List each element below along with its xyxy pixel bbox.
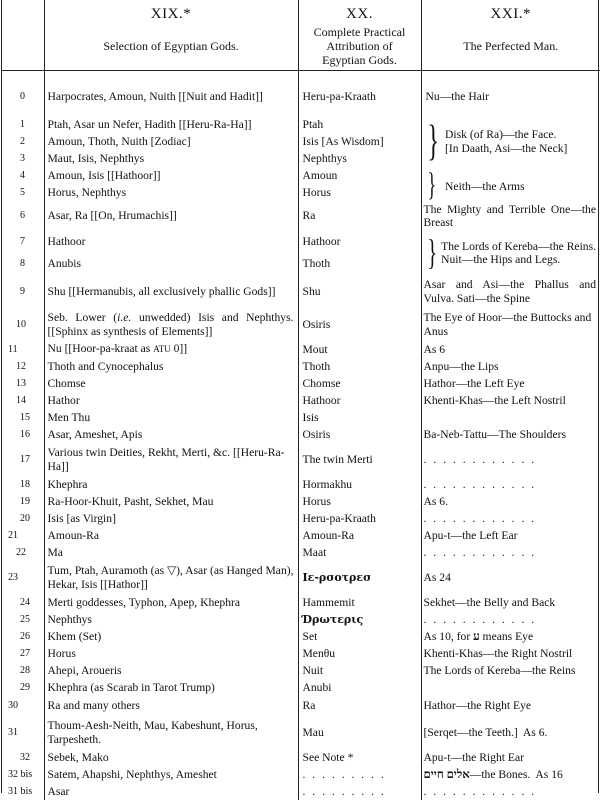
row-key: 28 (2, 662, 44, 679)
table-row (2, 167, 600, 184)
gods-cell: Ahepi, Aroueris (44, 662, 298, 679)
man-cell: Asar and Asi—the Phallus and Vulva. Sati—the Spine (421, 275, 600, 308)
brace-icon: } (428, 166, 437, 202)
attribution-cell: Ιε-ρσοτρεσ (298, 561, 421, 594)
table-row (2, 392, 600, 409)
man-cell: Apu-t—the Left Ear (421, 527, 600, 544)
man-text: means Eye (480, 630, 533, 643)
table-row (2, 527, 600, 544)
attribution-cell: Heru-pa-Kraath (298, 78, 421, 116)
table-row (2, 443, 600, 476)
attribution-cell: Amoun-Ra (298, 527, 421, 544)
row-key: 32 (2, 749, 44, 766)
table-row (2, 116, 600, 133)
header-key (2, 0, 44, 70)
man-group-4-text: The Lords of Kereba—the Reins. Nuit—the Hips and Legs. (441, 240, 596, 267)
row-key: 8 (2, 253, 44, 275)
gods-text: ), Asar (as Hanged Man), Hekar, Isis [[Hathor]] (48, 564, 294, 591)
man-text: —the Bones. As 16 (470, 768, 563, 781)
gods-smallcaps: ATU (153, 344, 171, 354)
hebrew-text: אלים חיים (424, 768, 470, 781)
table-row (2, 201, 600, 231)
row-key: 5 (2, 184, 44, 201)
attribution-cell: See Note * (298, 749, 421, 766)
attribution-cell: Set (298, 628, 421, 645)
attribution-cell: Ptah (298, 116, 421, 133)
man-cell (421, 409, 600, 426)
table-row (2, 78, 600, 116)
man-cell (421, 679, 600, 696)
man-text: As 10, for (424, 630, 474, 643)
man-cell: As 6. (421, 493, 600, 510)
man-group-1 (421, 116, 600, 167)
row-key: 24 (2, 594, 44, 611)
table-row (2, 544, 600, 561)
attribution-cell: . . . . . . . . . (298, 766, 421, 783)
table-row (2, 783, 600, 800)
attribution-cell: Shu (298, 275, 421, 308)
gods-cell: Nephthys (44, 611, 298, 628)
gods-cell: Ptah, Asar un Nefer, Hadith [[Heru-Ra-Ha]] (44, 116, 298, 133)
row-key: 32 bis (2, 766, 44, 783)
table-row (2, 766, 600, 783)
row-key: 6 (2, 201, 44, 231)
gods-cell: Amoun, Thoth, Nuith [Zodiac] (44, 133, 298, 150)
row-key: 3 (2, 150, 44, 167)
row-key: 29 (2, 679, 44, 696)
table-row (2, 594, 600, 611)
attribution-cell: Heru-pa-Kraath (298, 510, 421, 527)
man-cell (421, 628, 600, 645)
man-cell: The Lords of Kereba—the Reins (421, 662, 600, 679)
man-cell: Hathor—the Right Eye (421, 696, 600, 716)
row-key: 18 (2, 476, 44, 493)
header-row (2, 0, 600, 70)
gods-cell: Ra and many others (44, 696, 298, 716)
gods-cell: Hathor (44, 392, 298, 409)
attribution-cell: Hathoor (298, 231, 421, 253)
attribution-cell: Mout (298, 341, 421, 358)
table-row (2, 375, 600, 392)
header-col20 (298, 0, 421, 70)
col21-title: The Perfected Man. (422, 39, 600, 53)
page (1, 0, 599, 793)
attribution-cell: Horus (298, 184, 421, 201)
row-key: 0 (2, 78, 44, 116)
gods-cell: Amoun, Isis [[Hathoor]] (44, 167, 298, 184)
man-cell: . . . . . . . . . . . . (421, 611, 600, 628)
row-key: 20 (2, 510, 44, 527)
gods-cell: Men Thu (44, 409, 298, 426)
man-cell: Khenti-Khas—the Left Nostril (421, 392, 600, 409)
gods-cell: Thoth and Cynocephalus (44, 358, 298, 375)
attribution-cell: Chomse (298, 375, 421, 392)
attribution-cell: Thoth (298, 358, 421, 375)
col19-number: XIX.* (45, 6, 298, 23)
gods-text: 0]] (171, 342, 187, 355)
man-cell: Khenti-Khas—the Right Nostril (421, 645, 600, 662)
gods-cell: Shu [[Hermanubis, all exclusively phallic Gods]] (44, 275, 298, 308)
attribution-cell: Anubi (298, 679, 421, 696)
header-col21 (421, 0, 600, 70)
gods-cell: Khephra (44, 476, 298, 493)
man-cell: As 24 (421, 561, 600, 594)
brace-icon: } (428, 235, 438, 271)
col19-title: Selection of Egyptian Gods. (45, 39, 298, 53)
man-cell: [Serqet—the Teeth.] As 6. (421, 716, 600, 749)
attribution-cell: Ra (298, 696, 421, 716)
gods-cell (44, 341, 298, 358)
gods-cell: Satem, Ahapshi, Nephthys, Ameshet (44, 766, 298, 783)
gods-cell: Chomse (44, 375, 298, 392)
gods-cell (44, 561, 298, 594)
table-row (2, 476, 600, 493)
row-key: 26 (2, 628, 44, 645)
gods-cell: Khem (Set) (44, 628, 298, 645)
col21-number: XXI.* (422, 6, 600, 23)
row-key: 17 (2, 443, 44, 476)
attribution-cell: Mau (298, 716, 421, 749)
man-cell: As 6 (421, 341, 600, 358)
man-cell: Sekhet—the Belly and Back (421, 594, 600, 611)
man-cell: . . . . . . . . . . . . (421, 443, 600, 476)
hebrew-letter: ע (473, 630, 480, 643)
man-cell: Nu—the Hair (421, 78, 600, 116)
table-row (2, 493, 600, 510)
gods-cell: Ra-Hoor-Khuit, Pasht, Sekhet, Mau (44, 493, 298, 510)
man-cell: . . . . . . . . . . . . (421, 510, 600, 527)
row-key: 23 (2, 561, 44, 594)
attribution-cell: Isis [As Wisdom] (298, 133, 421, 150)
gods-cell: Harpocrates, Amoun, Nuith [[Nuit and Hadit]] (44, 78, 298, 116)
table-row (2, 358, 600, 375)
gods-cell: Merti goddesses, Typhon, Apep, Khephra (44, 594, 298, 611)
row-key: 7 (2, 231, 44, 253)
gods-cell: Ma (44, 544, 298, 561)
table-row (2, 662, 600, 679)
man-cell (421, 766, 600, 783)
man-cell: Hathor—the Left Eye (421, 375, 600, 392)
gods-text: Seb. Lower ( (48, 311, 118, 324)
table-row (2, 409, 600, 426)
attribution-cell: The twin Merti (298, 443, 421, 476)
table-row (2, 275, 600, 308)
attribution-cell: Hammemit (298, 594, 421, 611)
gods-text: unwedded) Isis and Nephthys. [[Sphinx as synthesis of Elements]] (48, 311, 294, 338)
attribution-cell: Maat (298, 544, 421, 561)
table-row (2, 628, 600, 645)
table-row (2, 696, 600, 716)
row-key: 4 (2, 167, 44, 184)
row-key: 12 (2, 358, 44, 375)
col20-title-line1: Complete Practical (299, 25, 421, 39)
attribution-cell: Hormakhu (298, 476, 421, 493)
row-key: 2 (2, 133, 44, 150)
row-key: 31 (2, 716, 44, 749)
attribution-cell: Amoun (298, 167, 421, 184)
col20-title-line2: Attribution of (299, 39, 421, 53)
row-key: 16 (2, 426, 44, 443)
gods-cell: Amoun-Ra (44, 527, 298, 544)
gods-cell: Various twin Deities, Rekht, Merti, &c. [[Heru-Ra-Ha]] (44, 443, 298, 476)
table-row (2, 749, 600, 766)
gods-cell: Isis [as Virgin] (44, 510, 298, 527)
man-cell: The Eye of Hoor—the Buttocks and Anus (421, 308, 600, 341)
gods-cell (44, 308, 298, 341)
table-row (2, 426, 600, 443)
row-key: 1 (2, 116, 44, 133)
table-row (2, 231, 600, 253)
attribution-cell: Nuit (298, 662, 421, 679)
row-key: 22 (2, 544, 44, 561)
man-cell: . . . . . . . . . . . . (421, 783, 600, 800)
row-key: 21 (2, 527, 44, 544)
man-cell: Anpu—the Lips (421, 358, 600, 375)
gods-cell: Horus, Nephthys (44, 184, 298, 201)
table-row (2, 645, 600, 662)
attribution-cell: Horus (298, 493, 421, 510)
row-key: 30 (2, 696, 44, 716)
gods-cell: Maut, Isis, Nephthys (44, 150, 298, 167)
attribution-cell: Thoth (298, 253, 421, 275)
attribution-cell: . . . . . . . . . (298, 783, 421, 800)
attribution-cell: Hathoor (298, 392, 421, 409)
row-key: 31 bis (2, 783, 44, 800)
man-group-3: The Mighty and Terrible One—the Breast (421, 201, 600, 231)
row-key: 19 (2, 493, 44, 510)
table-row (2, 679, 600, 696)
table-row (2, 561, 600, 594)
gods-cell: Thoum-Aesh-Neith, Mau, Kabeshunt, Horus, Tarpesheth. (44, 716, 298, 749)
table-row (2, 716, 600, 749)
man-group-4 (421, 231, 600, 275)
attribution-cell: Isis (298, 409, 421, 426)
gods-text: Tum, Ptah, Auramoth (as (48, 564, 168, 577)
row-key: 25 (2, 611, 44, 628)
table-row (2, 510, 600, 527)
gods-text: Nu [[Hoor-pa-kraat as (48, 342, 154, 355)
gods-cell: Anubis (44, 253, 298, 275)
header-col19 (44, 0, 298, 70)
row-key: 27 (2, 645, 44, 662)
row-key: 14 (2, 392, 44, 409)
gods-cell: Hathoor (44, 231, 298, 253)
table-row (2, 611, 600, 628)
man-cell: . . . . . . . . . . . . (421, 544, 600, 561)
man-group-1-line1: Disk (of Ra)—the Face. (445, 128, 567, 142)
man-cell: . . . . . . . . . . . . (421, 476, 600, 493)
col20-title-line3: Egyptian Gods. (299, 53, 421, 67)
attribution-cell: Menθu (298, 645, 421, 662)
correspondence-table (2, 0, 600, 800)
attribution-cell: Ra (298, 201, 421, 231)
gods-cell: Horus (44, 645, 298, 662)
man-group-2-text: Neith—the Arms (445, 180, 525, 193)
gods-cell: Asar (44, 783, 298, 800)
attribution-cell: Osiris (298, 426, 421, 443)
gods-cell: Khephra (as Scarab in Tarot Trump) (44, 679, 298, 696)
man-group-1-line2: [In Daath, Asi—the Neck] (445, 142, 567, 156)
gods-cell: Asar, Ameshet, Apis (44, 426, 298, 443)
man-cell: Apu-t—the Right Ear (421, 749, 600, 766)
table-row (2, 341, 600, 358)
man-cell: Ba-Neb-Tattu—The Shoulders (421, 426, 600, 443)
row-key: 13 (2, 375, 44, 392)
col20-number: XX. (299, 6, 421, 23)
gods-italic: i.e. (117, 311, 131, 324)
gods-cell: Sebek, Mako (44, 749, 298, 766)
man-group-2 (421, 167, 600, 201)
attribution-cell: Osiris (298, 308, 421, 341)
gods-cell: Asar, Ra [[On, Hrumachis]] (44, 201, 298, 231)
water-triangle-icon: ▽ (167, 564, 176, 577)
table-row (2, 308, 600, 341)
attribution-cell: Ɗρωτερις (298, 611, 421, 628)
brace-icon: } (428, 124, 440, 160)
row-key: 15 (2, 409, 44, 426)
row-key: 9 (2, 275, 44, 308)
row-key: 11 (2, 341, 44, 358)
row-key: 10 (2, 308, 44, 341)
attribution-cell: Nephthys (298, 150, 421, 167)
